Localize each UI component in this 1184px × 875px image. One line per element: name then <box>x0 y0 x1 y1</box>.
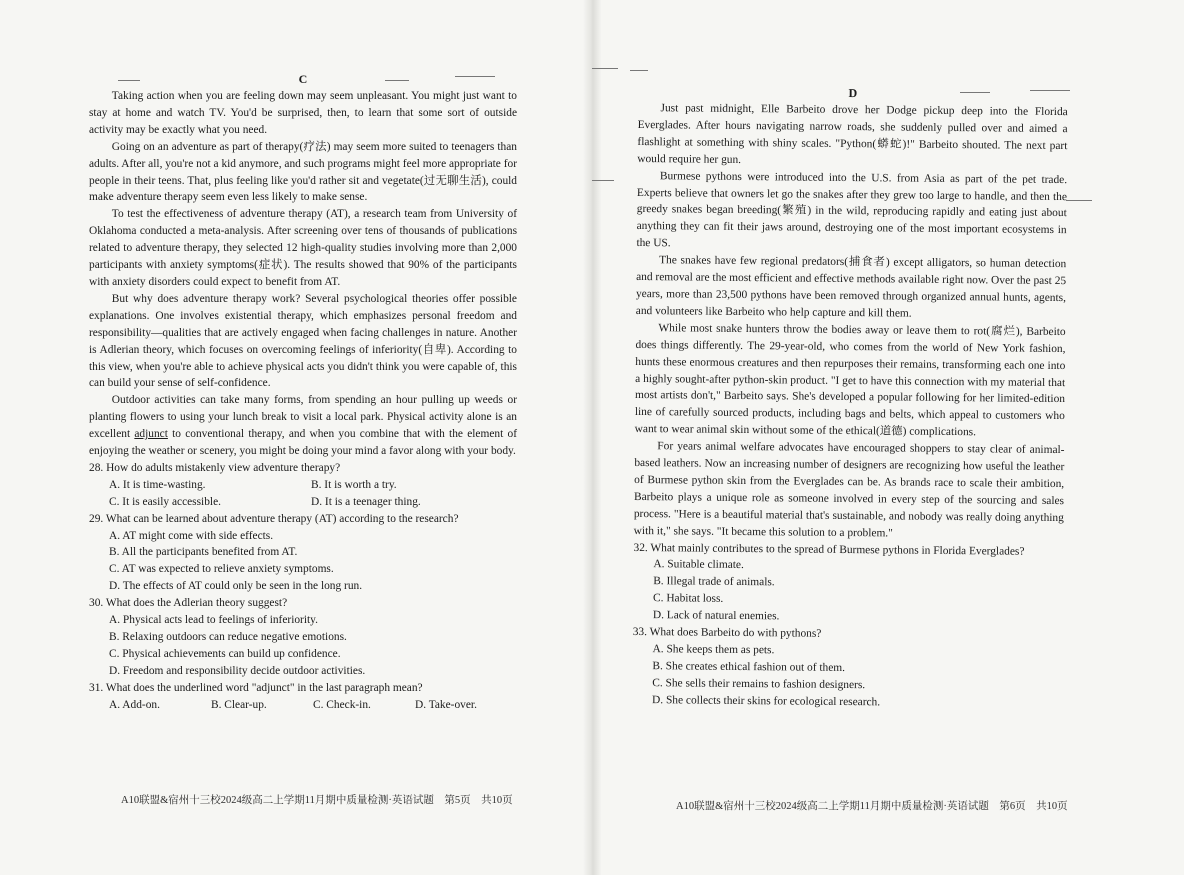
passage-paragraph-last <box>89 392 517 460</box>
question-stem: 31. What does the underlined word "adjunct" in the last paragraph mean? <box>89 681 423 694</box>
scan-mark <box>1066 200 1092 201</box>
options-row <box>89 477 517 494</box>
passage-paragraph: While most snake hunters throw the bodies away or leave them to rot(腐烂), Barbeito does things differently. The 29-year-old, who comes from the world of New York fashion, hunts these enormous creatures and then repurposes their remains, transforming each one into a highly sought-after python-skin product. "I get to have this connection with my material that most artists don't," Barbeito says. She's developed a popular following for her limited-edition line of carefully sourced products, including bags and belts, which appeal to customers who want to wear animal skin without some of the ethical(道德) complications. <box>634 321 1066 439</box>
answer-option: B. Clear-up. <box>211 698 267 711</box>
passage-paragraph: Just past midnight, Elle Barbeito drove her Dodge pickup deep into the Florida Everglades. After hours navigating narrow roads, she suddenly pulled over and aimed a flashlight at something with shiny scales. "Python(蟒蛇)!" Barbeito shouted. The next part would require her gun. <box>637 102 1068 166</box>
section-title: D <box>848 86 858 101</box>
answer-option: C. Habitat loss. <box>653 592 724 606</box>
answer-option: C. Physical achievements can build up confidence. <box>109 647 341 660</box>
answer-option: A. Suitable climate. <box>653 558 744 572</box>
page-footer: A10联盟&宿州十三校2024级高二上学期11月期中质量检测·英语试题 第5页 共10页 <box>121 795 513 806</box>
question-stem: 30. What does the Adlerian theory suggest? <box>89 597 288 610</box>
passage-paragraph: To test the effectiveness of adventure therapy (AT), a research team from University of Oklahoma conducted a meta-analysis. After screening over tens of thousands of publications related to adventure therapy, they selected 12 high-quality studies involving more than 2,000 participants with anxiety symptoms(症状). The results showed that 90% of the participants with anxiety disorders could expect to benefit from AT. <box>89 208 517 288</box>
page-fold <box>583 0 601 875</box>
passage-paragraph: The snakes have few regional predators(捕食者) except alligators, so human detection and removal are the most efficient and effective methods available right now. Over the past 25 years, more than 23,500 pythons have been removed through organized annual hunts, agents, and volunteers like Barbeito who help capture and kill them. <box>635 254 1067 320</box>
question-stem: 28. How do adults mistakenly view adventure therapy? <box>89 461 341 474</box>
answer-option: A. Physical acts lead to feelings of inferiority. <box>109 614 318 627</box>
answer-option: D. The effects of AT could only be seen in the long run. <box>109 580 363 593</box>
answer-option: A. AT might come with side effects. <box>109 529 274 542</box>
answer-option: D. It is a teenager thing. <box>311 495 421 508</box>
section-title: C <box>298 72 308 86</box>
answer-option: C. It is easily accessible. <box>109 495 221 508</box>
answer-option: C. AT was expected to relieve anxiety symptoms. <box>109 563 334 576</box>
answer-option: D. Lack of natural enemies. <box>652 609 780 623</box>
answer-option: A. She keeps them as pets. <box>652 643 775 657</box>
right-page <box>632 84 1068 713</box>
scan-mark <box>592 68 618 69</box>
answer-option: A. It is time-wasting. <box>109 478 206 491</box>
answer-option: C. Check-in. <box>313 698 371 711</box>
answer-option: B. She creates ethical fashion out of them. <box>652 660 846 674</box>
answer-option: B. Relaxing outdoors can reduce negative emotions. <box>109 631 347 643</box>
answer-option: D. Take-over. <box>415 698 477 711</box>
answer-option: C. She sells their remains to fashion designers. <box>652 676 866 692</box>
scan-mark <box>592 180 614 181</box>
passage-paragraph: Burmese pythons were introduced into the U.S. from Asia as part of the pet trade. Experts believe that owners let go the snakes after they grew too large to handle, and then the greedy snakes began breeding(繁殖) in the wild, reproducing rapidly and eating just about anything they can fit their jaws around, destroying one of the most important ecosystems in the US. <box>636 169 1068 250</box>
question-stem: 33. What does Barbeito do with pythons? <box>632 626 822 640</box>
paragraph-text: to conventional therapy, and when you combine that with the element of enjoying the weather or scenery, you might be doing your mind a favor along with your body. <box>89 428 517 458</box>
answer-option: D. She collects their skins for ecological research. <box>652 693 881 709</box>
underlined-word: adjunct <box>134 428 168 441</box>
passage-paragraph: For years animal welfare advocates have encouraged shoppers to stay clear of animal-based leathers. Now an increasing number of designers are recognizing how useful the leather of Burmese python skin from the Everglades can be. As brands race to scale their ambition, Barbeito plays a unique role as someone involved in every step of the sourcing and sales process. "Here is a beautiful material that's sustainable, and nobody was really doing anything with it," she says. "It became this solution to a problem." <box>633 440 1065 540</box>
answer-option: B. All the participants benefited from AT. <box>109 546 298 559</box>
left-page <box>89 72 517 714</box>
answer-option: B. It is worth a try. <box>311 478 397 491</box>
question-stem: 29. What can be learned about adventure therapy (AT) according to the research? <box>89 512 459 525</box>
passage-paragraph: Taking action when you are feeling down may seem unpleasant. You might just want to stay at home and watch TV. You'd be surprised, then, to learn that some sort of outside activity may be exactly what you need. <box>89 90 517 136</box>
options-row <box>89 697 517 714</box>
page-footer: A10联盟&宿州十三校2024级高二上学期11月期中质量检测·英语试题 第6页 共10页 <box>676 801 1068 812</box>
paragraph-text: Outdoor activities can take many forms, from spending an hour pulling up weeds or planting flowers to using your lunch break to visit a local park. Physical activity alone is an excellent <box>89 394 517 441</box>
options-row <box>89 494 517 511</box>
answer-option: B. Illegal trade of animals. <box>653 575 775 589</box>
answer-option: D. Freedom and responsibility decide outdoor activities. <box>109 664 366 677</box>
scan-mark <box>630 70 648 71</box>
question-stem: 32. What mainly contributes to the spread of Burmese pythons in Florida Everglades? <box>633 541 1025 558</box>
passage-paragraph: Going on an adventure as part of therapy(疗法) may seem more suited to teenagers than adults. After all, you're not a kid anymore, and such programs might feel more appropriate for people in their teens. That, plus feeling like you'd rather sit and vegetate(过无聊生活), could make adventure therapy seem even less likely to make sense. <box>89 140 517 204</box>
passage-paragraph: But why does adventure therapy work? Several psychological theories offer possible explanations. One involves existential therapy, which emphasizes personal freedom and responsibility—qualities that are actively engaged when facing challenges in nature. Another is Adlerian theory, which focuses on overcoming feelings of inferiority(自卑). According to this view, when you're able to achieve physical acts you didn't think you were capable of, this can build your sense of self-confidence. <box>89 292 517 390</box>
answer-option: A. Add-on. <box>109 698 160 711</box>
